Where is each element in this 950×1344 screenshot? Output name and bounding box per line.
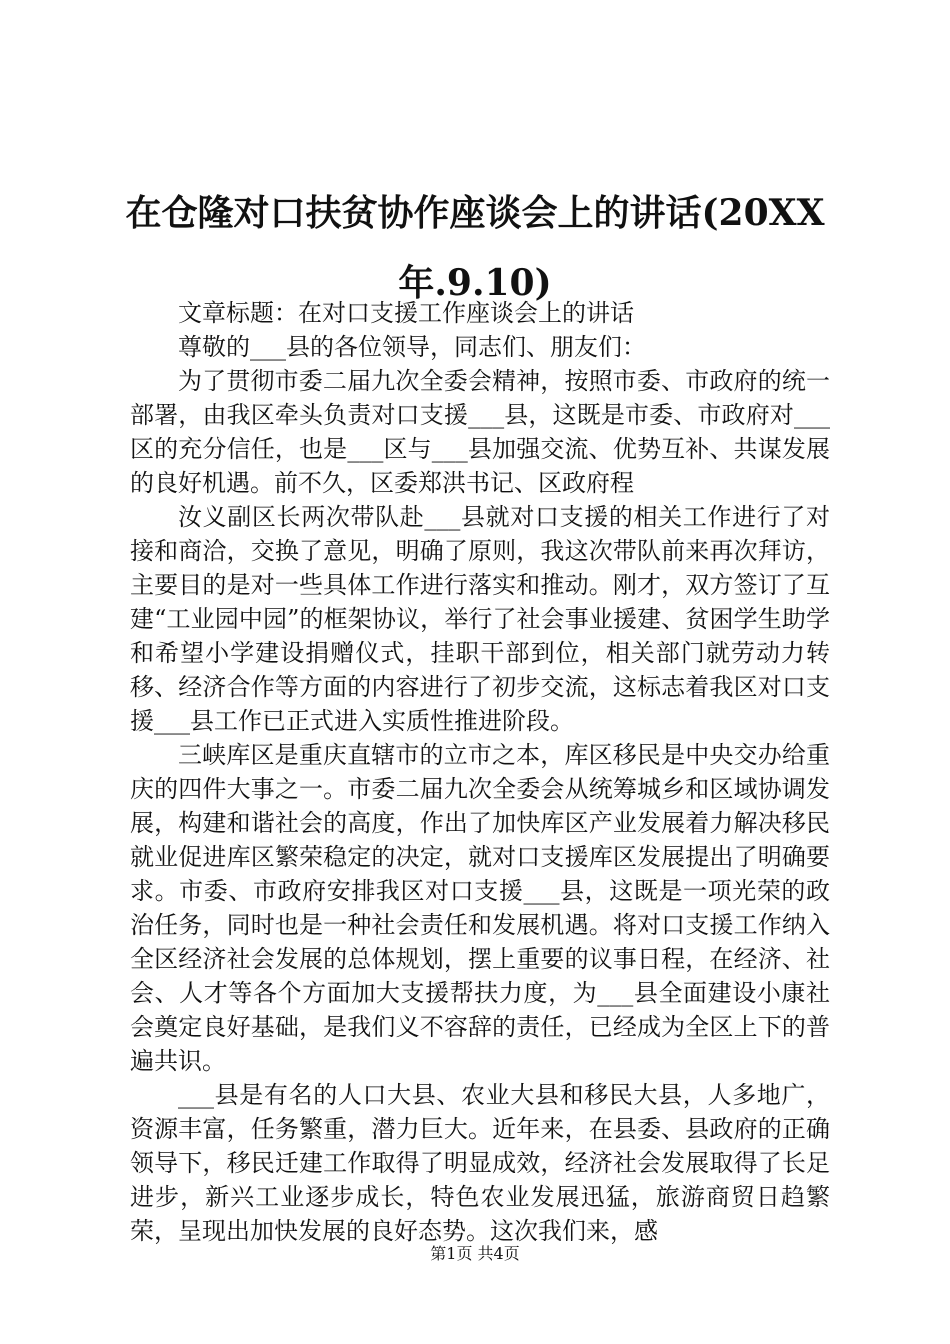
- paragraph: ___县是有名的人口大县、农业大县和移民大县，人多地广，资源丰富，任务繁重，潜力巨大。近年来，在县委、县政府的正确领导下，移民迁建工作取得了明显成效，经济社会发展取得了长足进步，新兴工业逐步成长，特色农业发展迅猛，旅游商贸日趋繁荣，呈现出加快发展的良好态势。这次我们来，感: [130, 1081, 830, 1245]
- paragraph-article-title: 文章标题：在对口支援工作座谈会上的讲话: [178, 299, 634, 327]
- paragraph: 为了贯彻市委二届九次全委会精神，按照市委、市政府的统一部署，由我区牵头负责对口支援___县，这既是市委、市政府对___区的充分信任，也是___区与___县加强交流、优势互补、共谋发展的良好机遇。前不久，区委郑洪书记、区政府程: [130, 367, 830, 497]
- document-title: 在仓隆对口扶贫协作座谈会上的讲话(20XX年.9.10): [125, 192, 825, 304]
- page-footer: 第1页 共4页: [430, 1244, 520, 1263]
- paragraph: 三峡库区是重庆直辖市的立市之本，库区移民是中央交办给重庆的四件大事之一。市委二届九次全委会从统筹城乡和区域协调发展，构建和谐社会的高度，作出了加快库区产业发展着力解决移民就业促进库区繁荣稳定的决定，就对口支援库区发展提出了明确要求。市委、市政府安排我区对口支援___县，这既是一项光荣的政治任务，同时也是一种社会责任和发展机遇。将对口支援工作纳入全区经济社会发展的总体规划，摆上重要的议事日程，在经济、社会、人才等各个方面加大支援帮扶力度，为___县全面建设小康社会奠定良好基础，是我们义不容辞的责任，已经成为全区上下的普遍共识。: [130, 741, 830, 1075]
- paragraph-salutation: 尊敬的___县的各位领导，同志们、朋友们：: [178, 333, 646, 361]
- paragraph: 汝义副区长两次带队赴___县就对口支援的相关工作进行了对接和商洽，交换了意见，明确了原则，我这次带队前来再次拜访，主要目的是对一些具体工作进行落实和推动。刚才，双方签订了互建“工业园中园”的框架协议，举行了社会事业援建、贫困学生助学和希望小学建设捐赠仪式，挂职干部到位，相关部门就劳动力转移、经济合作等方面的内容进行了初步交流，这标志着我区对口支援___县工作已正式进入实质性推进阶段。: [130, 503, 830, 735]
- document-body: [130, 296, 830, 1248]
